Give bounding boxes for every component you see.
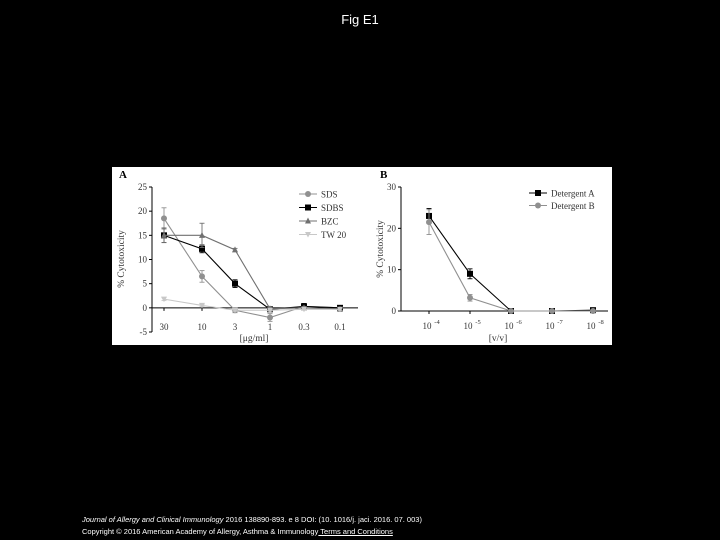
figure-svg (112, 167, 612, 345)
x-tick-exponent: -5 (475, 319, 481, 326)
x-tick-label: 0.3 (298, 322, 310, 332)
series-line (429, 222, 593, 311)
x-tick-label: 10 (422, 321, 432, 331)
y-tick-label: 20 (387, 223, 396, 234)
legend-label: Detergent A (551, 188, 595, 199)
series-line (164, 235, 340, 309)
data-point (199, 273, 205, 279)
data-point (161, 215, 167, 221)
footer-citation-line (82, 514, 422, 526)
data-point (590, 308, 596, 314)
panel-b (376, 169, 608, 344)
x-tick-label: 10 (504, 321, 514, 331)
footer-copyright: Copyright © 2016 American Academy of Allergy, Asthma & Immunology (82, 527, 319, 536)
legend-marker (305, 205, 311, 211)
x-tick-label: 1 (267, 322, 273, 332)
x-axis-title: [v/v] (488, 334, 508, 344)
x-tick-exponent: -8 (598, 319, 604, 326)
data-point (267, 315, 273, 321)
data-point (426, 219, 432, 225)
panel-label: B (380, 169, 388, 181)
y-tick-label: -5 (139, 327, 147, 337)
legend-marker (535, 203, 541, 209)
series-line (429, 216, 593, 311)
y-tick-label: 25 (138, 182, 147, 192)
y-tick-label: 10 (387, 264, 396, 275)
legend-label: TW 20 (321, 230, 347, 240)
legend-marker (535, 190, 541, 196)
y-axis-title: % Cytotoxicity (376, 220, 386, 278)
panel-a (117, 169, 358, 344)
series-line (164, 218, 340, 317)
x-tick-label: 3 (232, 322, 238, 332)
y-tick-label: 10 (138, 254, 147, 265)
series-sds (161, 208, 343, 322)
legend-label: BZC (321, 216, 339, 227)
legend-marker (305, 191, 311, 197)
x-tick-exponent: -6 (516, 319, 522, 326)
footer-journal: Journal of Allergy and Clinical Immunology (82, 515, 224, 524)
y-tick-label: 15 (138, 230, 147, 241)
x-tick-label: 10 (463, 321, 473, 331)
series-line (164, 235, 340, 309)
x-tick-label: 0.1 (334, 322, 346, 332)
y-tick-label: 5 (142, 278, 147, 289)
panel-label: A (119, 169, 127, 181)
data-point (508, 308, 514, 314)
series-detergent-b (426, 210, 596, 314)
series-bzc (161, 223, 343, 312)
x-tick-label: 30 (159, 322, 169, 332)
x-tick-label: 10 (545, 321, 555, 331)
y-tick-label: 0 (142, 302, 147, 313)
series-detergent-a (426, 208, 596, 314)
series-tw-20 (161, 297, 343, 314)
y-tick-label: 20 (138, 206, 147, 217)
data-point (549, 308, 555, 314)
legend-label: SDS (321, 189, 338, 200)
footer-citation: 2016 138890-893. e 8 DOI: (10. 1016/j. jaci. 2016. 07. 003) (223, 515, 422, 524)
data-point (467, 295, 473, 301)
slide-title: Fig E1 (341, 12, 379, 27)
x-tick-exponent: -4 (434, 319, 440, 326)
legend-label: Detergent B (551, 201, 595, 211)
data-point (232, 281, 238, 287)
figure-panel (112, 167, 612, 345)
data-point (467, 271, 473, 277)
legend-label: SDBS (321, 203, 344, 213)
y-axis-title: % Cytotoxicity (117, 230, 127, 288)
series-sdbs (161, 228, 343, 312)
terms-and-conditions-link[interactable]: Terms and Conditions (318, 527, 393, 536)
x-tick-label: 10 (586, 321, 596, 331)
footer-copyright-line (82, 526, 422, 538)
x-tick-exponent: -7 (557, 319, 563, 326)
y-tick-label: 30 (387, 182, 396, 192)
x-axis-title: [μg/ml] (239, 334, 269, 344)
x-tick-label: 10 (197, 322, 207, 332)
footer (82, 514, 422, 538)
y-tick-label: 0 (391, 306, 396, 316)
